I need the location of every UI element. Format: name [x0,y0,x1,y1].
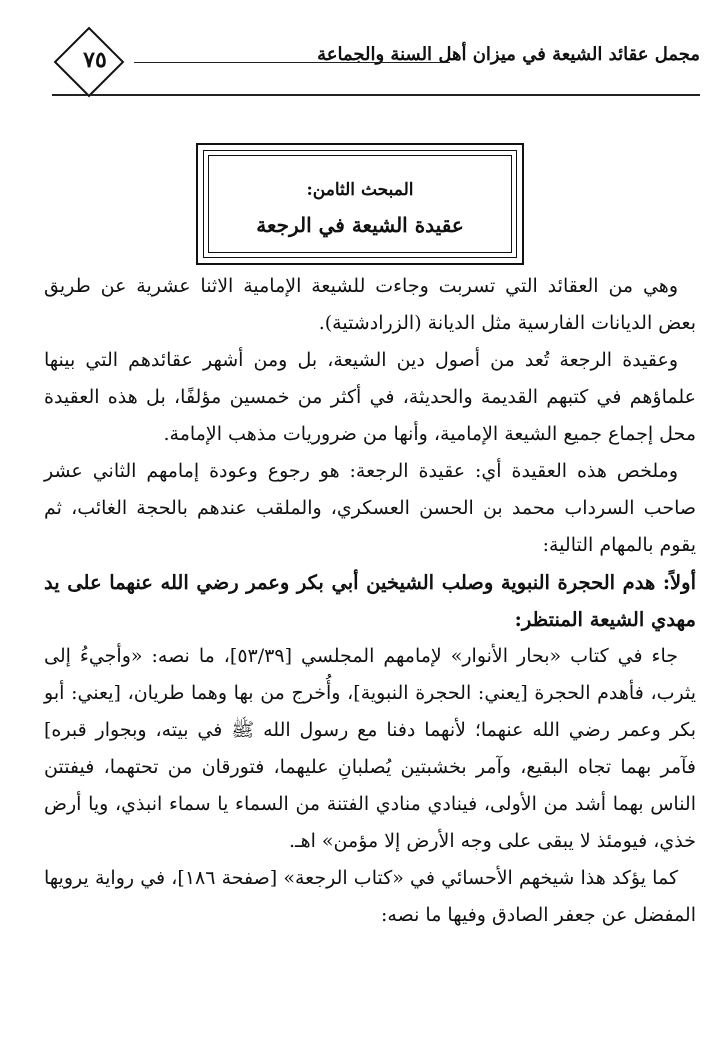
paragraph-bihar-quote: جاء في كتاب «بحار الأنوار» لإمامهم المجلسي [٥٣/٣٩]، ما نصه: «وأجيءُ إلى يثرب، فأهدم الحجرة [يعني: الحجرة النبوية]، وأُخرج من بها وهما طريان، [يعني: أبو بكر وعمر رضي الله عنهما؛ لأنهما دفنا مع رسول الله ﷺ في بيته، وبجوار قبره] فآمر بهما تجاه البقيع، وآمر بخشبتين يُصلبانِ عليهما، فتورقان من تحتهما، فيفتتن الناس بهما أشد من الأولى، فينادي منادي الفتنة من السماء يا سماء انبذي، ويا أرض خذي، فيومئذ لا يبقى على وجه الأرض إلا مؤمن» اهـ. [44,645,696,852]
page-number: ٧٥ [83,47,107,73]
paragraph-origin: وهي من العقائد التي تسربت وجاءت للشيعة الإمامية الاثنا عشرية عن طريق بعض الديانات الفارسية مثل الديانة (الزرادشتية). [44,275,696,334]
paragraph-ahsai-quote: كما يؤكد هذا شيخهم الأحسائي في «كتاب الرجعة» [صفحة ١٨٦]، في رواية يرويها المفضل عن جعفر الصادق وفيها ما نصه: [44,867,696,926]
paragraph-importance: وعقيدة الرجعة تُعد من أصول دين الشيعة، بل ومن أشهر عقائدهم التي بينها علماؤهم في كتبهم القديمة والحديثة، في أكثر من خمسين مؤلفًا، بل هذه العقيدة محل إجماع جميع الشيعة الإمامية، وأنها من ضروريات مذهب الإمامة. [44,349,696,445]
section-title: عقيدة الشيعة في الرجعة [256,213,464,237]
header-rule [52,94,700,96]
paragraph-summary: وملخص هذه العقيدة أي: عقيدة الرجعة: هو رجوع وعودة إمامهم الثاني عشر صاحب السرداب محمد بن الحسن العسكري، والملقب عندهم بالحجة الغائب، ثم يقوم بالمهام التالية: [44,460,696,556]
page-header [52,34,700,96]
body-text [44,268,696,934]
section-kicker: المبحث الثامن: [306,180,414,200]
section-title-box [196,143,524,265]
running-title: مجمل عقائد الشيعة في ميزان أهل السنة والجماعة [317,44,700,65]
header-dash-line [134,62,450,63]
paragraph-first-point-heading: أولاً: هدم الحجرة النبوية وصلب الشيخين أبي بكر وعمر رضي الله عنهما على يد مهدي الشيعة المنتظر: [44,571,696,631]
